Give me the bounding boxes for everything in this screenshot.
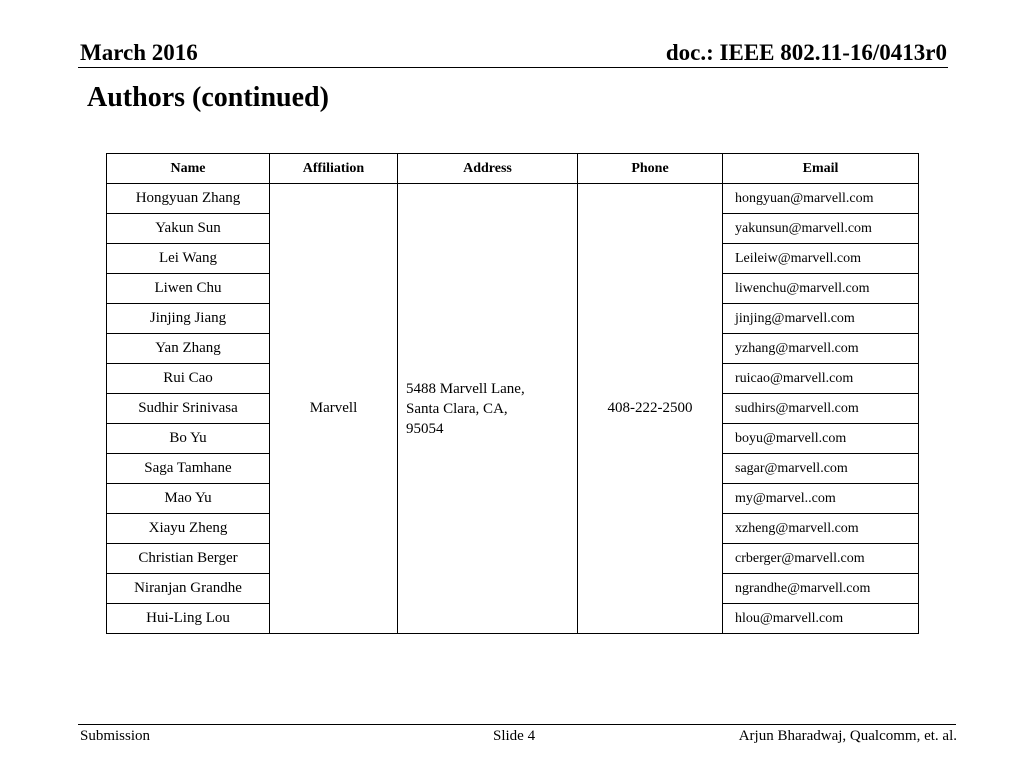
author-email: sudhirs@marvell.com [723, 394, 919, 424]
author-name: Lei Wang [107, 244, 270, 274]
slide-number: Slide 4 [493, 728, 536, 744]
column-header-name: Name [107, 154, 270, 184]
address-line: 5488 Marvell Lane, [406, 380, 525, 397]
author-email: crberger@marvell.com [723, 544, 919, 574]
footer-submission: Submission [80, 728, 151, 744]
author-name: Yan Zhang [107, 334, 270, 364]
author-email: hongyuan@marvell.com [723, 184, 919, 214]
footer-divider [78, 724, 956, 725]
footer-authors: Arjun Bharadwaj, Qualcomm, et. al. [738, 728, 957, 744]
column-header-email: Email [723, 154, 919, 184]
header-doc-id: doc.: IEEE 802.11-16/0413r0 [665, 40, 947, 65]
author-email: ngrandhe@marvell.com [723, 574, 919, 604]
column-header-address: Address [398, 154, 578, 184]
table-header-row [107, 154, 919, 184]
author-email: yzhang@marvell.com [723, 334, 919, 364]
author-name: Rui Cao [107, 364, 270, 394]
author-email: hlou@marvell.com [723, 604, 919, 634]
author-name: Jinjing Jiang [107, 304, 270, 334]
author-name: Hui-Ling Lou [107, 604, 270, 634]
author-email: my@marvel..com [723, 484, 919, 514]
author-email: sagar@marvell.com [723, 454, 919, 484]
author-email: Leileiw@marvell.com [723, 244, 919, 274]
author-email: boyu@marvell.com [723, 424, 919, 454]
authors-table [106, 153, 919, 634]
phone-cell: 408-222-2500 [578, 184, 723, 634]
header-date: March 2016 [80, 40, 198, 65]
affiliation-cell: Marvell [270, 184, 398, 634]
author-name: Saga Tamhane [107, 454, 270, 484]
author-name: Christian Berger [107, 544, 270, 574]
column-header-phone: Phone [578, 154, 723, 184]
author-name: Mao Yu [107, 484, 270, 514]
author-name: Yakun Sun [107, 214, 270, 244]
author-email: yakunsun@marvell.com [723, 214, 919, 244]
author-email: xzheng@marvell.com [723, 514, 919, 544]
table-row [107, 184, 919, 214]
author-email: ruicao@marvell.com [723, 364, 919, 394]
header-divider [78, 67, 948, 68]
address-line: 95054 [406, 420, 444, 437]
author-email: jinjing@marvell.com [723, 304, 919, 334]
author-name: Sudhir Srinivasa [107, 394, 270, 424]
author-name: Hongyuan Zhang [107, 184, 270, 214]
author-name: Bo Yu [107, 424, 270, 454]
author-name: Niranjan Grandhe [107, 574, 270, 604]
column-header-affiliation: Affiliation [270, 154, 398, 184]
author-name: Xiayu Zheng [107, 514, 270, 544]
author-email: liwenchu@marvell.com [723, 274, 919, 304]
address-cell [398, 184, 578, 634]
address-line: Santa Clara, CA, [406, 400, 508, 417]
author-name: Liwen Chu [107, 274, 270, 304]
slide-title: Authors (continued) [87, 82, 329, 113]
